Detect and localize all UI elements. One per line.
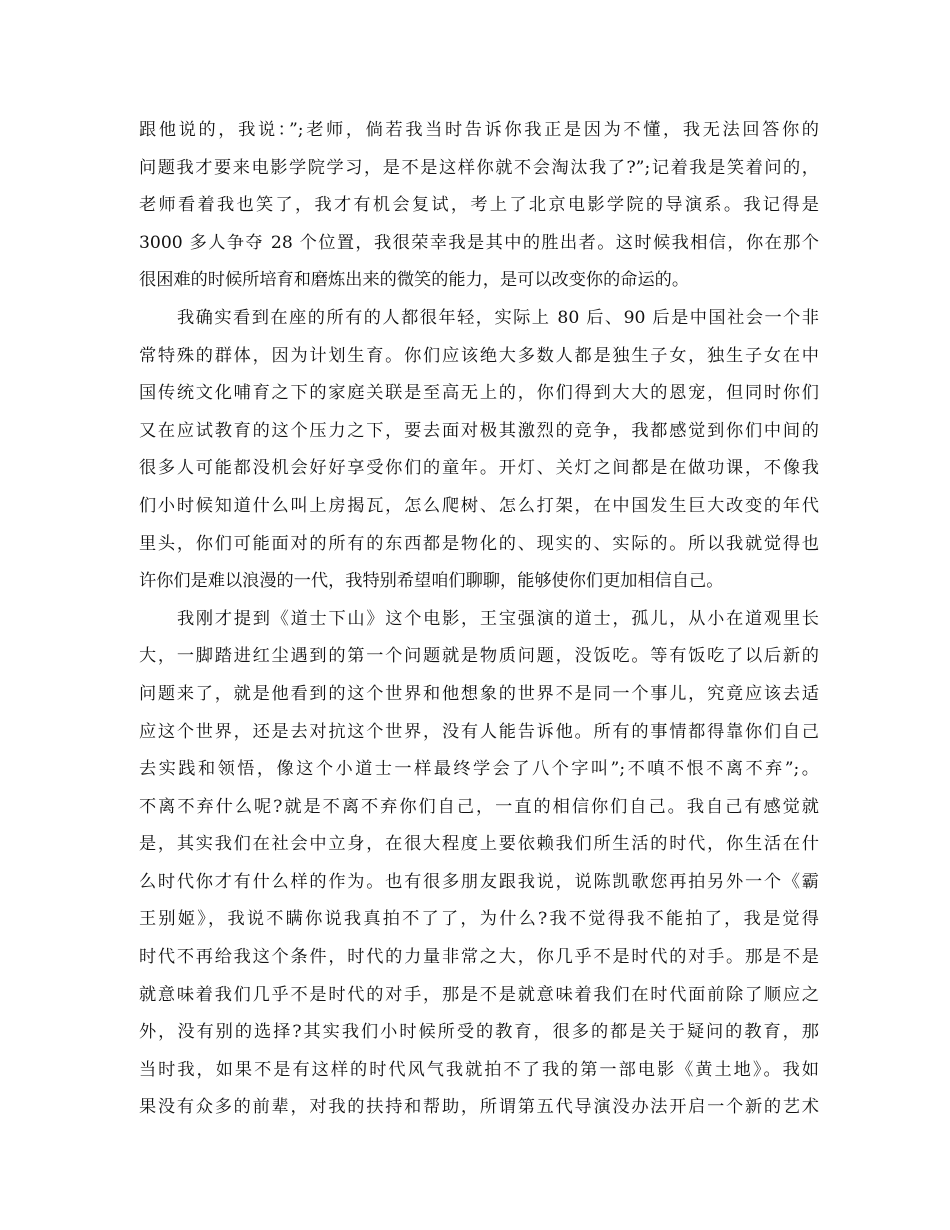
text-line: 王别姬》，我说不瞒你说我真拍不了了，为什么?我不觉得我不能拍了，我是觉得 <box>139 909 819 930</box>
text-line: 里头，你们可能面对的所有的东西都是物化的、现实的、实际的。所以我就觉得也 <box>139 533 819 554</box>
text-line: 我确实看到在座的所有的人都很年轻，实际上 80 后、90 后是中国社会一个非 <box>177 307 819 328</box>
text-line: 国传统文化哺育之下的家庭关联是至高无上的，你们得到大大的恩宠，但同时你们 <box>139 383 819 404</box>
text-line: 么时代你才有什么样的作为。也有很多朋友跟我说，说陈凯歌您再拍另外一个《霸 <box>139 871 819 892</box>
body-text <box>139 112 819 1127</box>
text-line: 问题我才要来电影学院学习，是不是这样你就不会淘汰我了?”;记着我是笑着问的， <box>139 157 819 178</box>
text-line: 外，没有别的选择?其实我们小时候所受的教育，很多的都是关于疑问的教育，那 <box>139 1022 819 1043</box>
text-line: 应这个世界，还是去对抗这个世界，没有人能告诉他。所有的事情都得靠你们自己 <box>139 721 819 742</box>
text-line: 果没有众多的前辈，对我的扶持和帮助，所谓第五代导演没办法开启一个新的艺术 <box>139 1097 819 1118</box>
text-line: 又在应试教育的这个压力之下，要去面对极其激烈的竞争，我都感觉到你们中间的 <box>139 420 819 441</box>
text-line: 许你们是难以浪漫的一代，我特别希望咱们聊聊，能够使你们更加相信自己。 <box>139 571 724 592</box>
text-line: 很多人可能都没机会好好享受你们的童年。开灯、关灯之间都是在做功课，不像我 <box>139 458 819 479</box>
text-line: 就意味着我们几乎不是时代的对手，那是不是就意味着我们在时代面前除了顺应之 <box>139 984 819 1005</box>
text-line: 我刚才提到《道士下山》这个电影，王宝强演的道士，孤儿，从小在道观里长 <box>177 608 819 629</box>
text-line: 去实践和领悟，像这个小道士一样最终学会了八个字叫”;不嗔不恨不离不弃”;。 <box>139 759 819 780</box>
text-line: 很困难的时候所培育和磨炼出来的微笑的能力，是可以改变你的命运的。 <box>139 270 690 291</box>
text-line: 常特殊的群体，因为计划生育。你们应该绝大多数人都是独生子女，独生子女在中 <box>139 345 819 366</box>
text-line: 问题来了，就是他看到的这个世界和他想象的世界不是同一个事儿，究竟应该去适 <box>139 683 819 704</box>
text-line: 不离不弃什么呢?就是不离不弃你们自己，一直的相信你们自己。我自己有感觉就 <box>139 796 819 817</box>
text-line: 老师看着我也笑了，我才有机会复试，考上了北京电影学院的导演系。我记得是 <box>139 195 819 216</box>
text-line: 大，一脚踏进红尘遇到的第一个问题就是物质问题，没饭吃。等有饭吃了以后新的 <box>139 646 819 667</box>
text-line: 们小时候知道什么叫上房揭瓦，怎么爬树、怎么打架，在中国发生巨大改变的年代 <box>139 495 819 516</box>
text-line: 3000 多人争夺 28 个位置，我很荣幸我是其中的胜出者。这时候我相信，你在那个 <box>139 232 819 253</box>
text-line: 时代不再给我这个条件，时代的力量非常之大，你几乎不是时代的对手。那是不是 <box>139 947 819 968</box>
text-line: 是，其实我们在社会中立身，在很大程度上要依赖我们所生活的时代，你生活在什 <box>139 834 819 855</box>
text-line: 当时我，如果不是有这样的时代风气我就拍不了我的第一部电影《黄土地》。我如 <box>139 1059 819 1080</box>
text-line: 跟他说的，我说：”;老师，倘若我当时告诉你我正是因为不懂，我无法回答你的 <box>139 120 819 140</box>
